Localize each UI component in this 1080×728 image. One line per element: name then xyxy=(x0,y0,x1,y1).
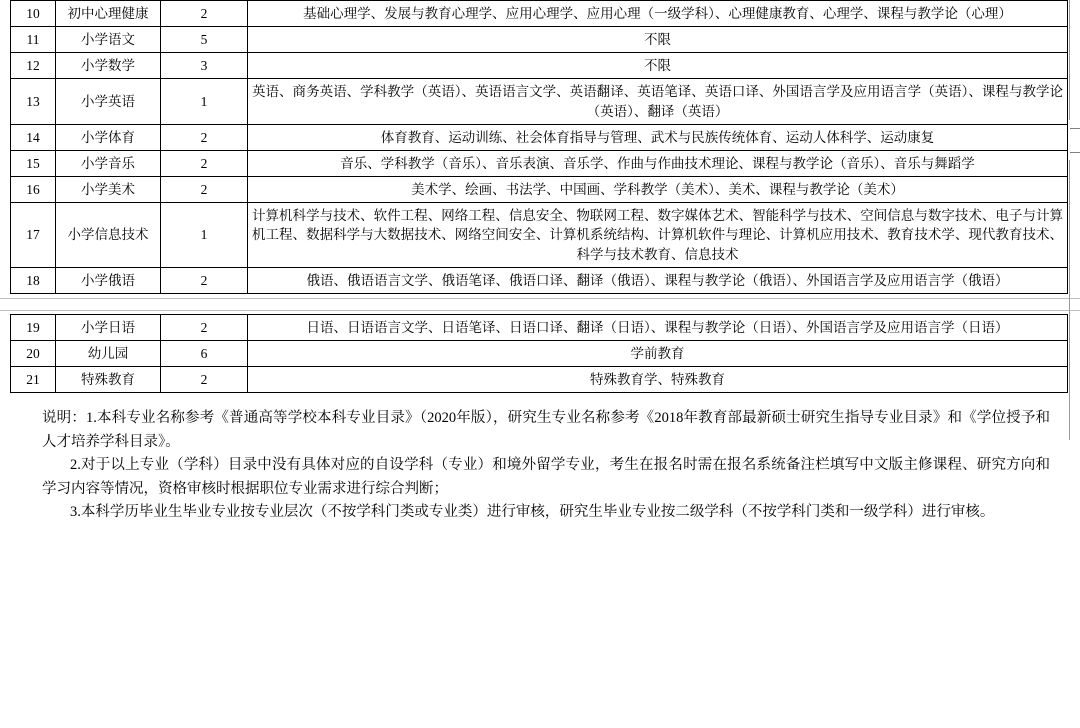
major-requirements-table-bottom xyxy=(10,314,1068,393)
cell-no: 20 xyxy=(11,341,56,367)
cell-no: 16 xyxy=(11,177,56,203)
cell-description: 日语、日语语言文学、日语笔译、日语口译、翻译（日语）、课程与教学论（日语）、外国语言学及应用语言学（日语） xyxy=(248,314,1068,340)
cell-count: 5 xyxy=(161,27,248,53)
cell-no: 11 xyxy=(11,27,56,53)
cell-major: 小学数学 xyxy=(56,53,161,79)
cell-no: 15 xyxy=(11,150,56,176)
cell-major: 小学美术 xyxy=(56,177,161,203)
notes-block xyxy=(0,407,1080,524)
note-line-3: 3.本科学历毕业生毕业专业按专业层次（不按学科门类或专业类）进行审核，研究生毕业专业按二级学科（不按学科门类和一级学科）进行审核。 xyxy=(70,504,995,521)
table-row xyxy=(11,314,1068,340)
cell-no: 10 xyxy=(11,1,56,27)
right-margin-tick-a xyxy=(1070,128,1080,129)
cell-description: 不限 xyxy=(248,27,1068,53)
cell-major: 小学语文 xyxy=(56,27,161,53)
cell-count: 2 xyxy=(161,314,248,340)
cell-major: 小学信息技术 xyxy=(56,203,161,267)
cell-major: 小学体育 xyxy=(56,124,161,150)
cell-no: 19 xyxy=(11,314,56,340)
cell-count: 1 xyxy=(161,203,248,267)
table-row xyxy=(11,27,1068,53)
cell-description: 计算机科学与技术、软件工程、网络工程、信息安全、物联网工程、数字媒体艺术、智能科学与技术、空间信息与数字技术、电子与计算机工程、数据科学与大数据技术、网络空间安全、计算机系统结构、计算机软件与理论、计算机应用技术、教育技术学、现代教育技术、科学与技术教育、信息技术 xyxy=(248,203,1068,267)
cell-major: 初中心理健康 xyxy=(56,1,161,27)
table-row xyxy=(11,367,1068,393)
cell-description: 体育教育、运动训练、社会体育指导与管理、武术与民族传统体育、运动人体科学、运动康复 xyxy=(248,124,1068,150)
cell-major: 幼儿园 xyxy=(56,341,161,367)
cell-no: 18 xyxy=(11,267,56,293)
cell-count: 2 xyxy=(161,367,248,393)
cell-count: 6 xyxy=(161,341,248,367)
cell-count: 2 xyxy=(161,1,248,27)
page-break-separator xyxy=(0,294,1080,314)
page-break-line-bottom xyxy=(0,310,1080,311)
major-requirements-table-top xyxy=(10,0,1068,294)
right-margin-rule-top xyxy=(1069,0,1080,120)
cell-description: 不限 xyxy=(248,53,1068,79)
cell-description: 英语、商务英语、学科教学（英语）、英语语言文学、英语翻译、英语笔译、英语口译、外国语言学及应用语言学（英语）、课程与教学论（英语）、翻译（英语） xyxy=(248,79,1068,124)
cell-no: 21 xyxy=(11,367,56,393)
table-body-top xyxy=(11,1,1068,294)
cell-description: 特殊教育学、特殊教育 xyxy=(248,367,1068,393)
cell-count: 2 xyxy=(161,267,248,293)
cell-no: 17 xyxy=(11,203,56,267)
table-row xyxy=(11,79,1068,124)
cell-count: 3 xyxy=(161,53,248,79)
cell-major: 特殊教育 xyxy=(56,367,161,393)
right-margin-tick-b xyxy=(1070,152,1080,153)
cell-major: 小学英语 xyxy=(56,79,161,124)
cell-description: 基础心理学、发展与教育心理学、应用心理学、应用心理（一级学科）、心理健康教育、心理学、课程与教学论（心理） xyxy=(248,1,1068,27)
page-break-line-top xyxy=(0,298,1080,299)
cell-major: 小学音乐 xyxy=(56,150,161,176)
cell-no: 14 xyxy=(11,124,56,150)
cell-count: 2 xyxy=(161,124,248,150)
cell-count: 2 xyxy=(161,150,248,176)
table-row xyxy=(11,124,1068,150)
cell-description: 音乐、学科教学（音乐）、音乐表演、音乐学、作曲与作曲技术理论、课程与教学论（音乐）、音乐与舞蹈学 xyxy=(248,150,1068,176)
table-row xyxy=(11,177,1068,203)
table-row xyxy=(11,203,1068,267)
table-row xyxy=(11,341,1068,367)
cell-description: 学前教育 xyxy=(248,341,1068,367)
table-body-bottom xyxy=(11,314,1068,392)
cell-major: 小学俄语 xyxy=(56,267,161,293)
cell-no: 13 xyxy=(11,79,56,124)
right-margin-rule-bottom xyxy=(1069,160,1080,440)
table-row xyxy=(11,150,1068,176)
cell-count: 2 xyxy=(161,177,248,203)
table-row xyxy=(11,1,1068,27)
cell-description: 俄语、俄语语言文学、俄语笔译、俄语口译、翻译（俄语）、课程与教学论（俄语）、外国语言学及应用语言学（俄语） xyxy=(248,267,1068,293)
cell-no: 12 xyxy=(11,53,56,79)
cell-count: 1 xyxy=(161,79,248,124)
note-line-1: 说明：1.本科专业名称参考《普通高等学校本科专业目录》（2020年版），研究生专业名称参考《2018年教育部最新硕士研究生指导专业目录》和《学位授予和人才培养学科目录》。 xyxy=(42,410,1050,450)
table-row xyxy=(11,267,1068,293)
table-row xyxy=(11,53,1068,79)
cell-description: 美术学、绘画、书法学、中国画、学科教学（美术）、美术、课程与教学论（美术） xyxy=(248,177,1068,203)
note-line-2: 2.对于以上专业（学科）目录中没有具体对应的自设学科（专业）和境外留学专业，考生在报名时需在报名系统备注栏填写中文版主修课程、研究方向和学习内容等情况，资格审核时根据职位专业需求进行综合判断； xyxy=(42,457,1050,497)
cell-major: 小学日语 xyxy=(56,314,161,340)
